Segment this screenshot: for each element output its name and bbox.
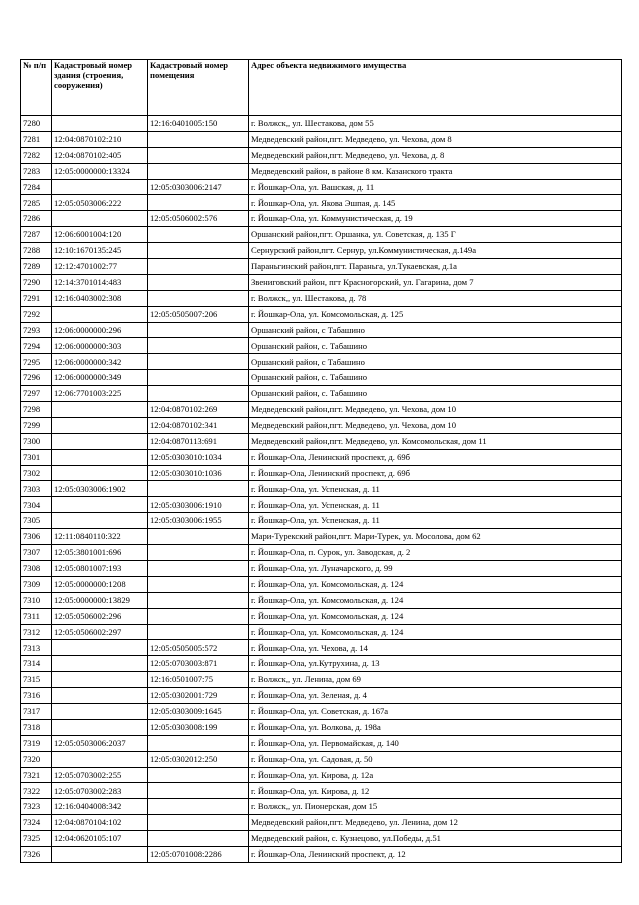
cell-address: г. Йошкар-Ола, ул. Вашская, д. 11 <box>249 179 622 195</box>
cell-building-cadastral: 12:05:3801001:696 <box>52 545 148 561</box>
cell-num: 7288 <box>21 243 52 259</box>
cell-num: 7310 <box>21 592 52 608</box>
cell-building-cadastral <box>52 656 148 672</box>
cell-room-cadastral: 12:05:0302012:250 <box>148 751 249 767</box>
cell-room-cadastral: 12:04:0870102:341 <box>148 417 249 433</box>
cell-building-cadastral: 12:05:0000000:1208 <box>52 576 148 592</box>
cell-building-cadastral <box>52 751 148 767</box>
cell-address: г. Йошкар-Ола, ул. Комсомольская, д. 125 <box>249 306 622 322</box>
header-building-cadastral: Кадастровый номер здания (строения, сооружения) <box>52 60 148 116</box>
cell-building-cadastral <box>52 513 148 529</box>
cell-address: г. Волжск,, ул. Шестакова, д. 78 <box>249 290 622 306</box>
table-row <box>21 417 622 433</box>
cell-room-cadastral: 12:04:0870113:691 <box>148 433 249 449</box>
cell-address: Мари-Турекский район,пгт. Мари-Турек, ул. Мосолова, дом 62 <box>249 529 622 545</box>
cell-room-cadastral: 12:05:0505007:206 <box>148 306 249 322</box>
cell-address: г. Йошкар-Ола, ул. Успенская, д. 11 <box>249 513 622 529</box>
cell-building-cadastral <box>52 433 148 449</box>
cell-num: 7294 <box>21 338 52 354</box>
cell-address: г. Йошкар-Ола, ул. Якова Эшпая, д. 145 <box>249 195 622 211</box>
cell-room-cadastral <box>148 243 249 259</box>
table-row <box>21 719 622 735</box>
cell-room-cadastral <box>148 274 249 290</box>
cell-room-cadastral <box>148 354 249 370</box>
cell-building-cadastral: 12:06:0000000:349 <box>52 370 148 386</box>
cell-room-cadastral <box>148 783 249 799</box>
cell-building-cadastral <box>52 179 148 195</box>
cell-num: 7292 <box>21 306 52 322</box>
cell-building-cadastral <box>52 719 148 735</box>
cell-address: Медведевский район,пгт. Медведево, ул. Чехова, дом 8 <box>249 131 622 147</box>
cell-building-cadastral: 12:04:0620105:107 <box>52 831 148 847</box>
cell-num: 7323 <box>21 799 52 815</box>
cell-address: г. Йошкар-Ола, ул. Комсомольская, д. 124 <box>249 608 622 624</box>
table-header <box>21 60 622 116</box>
table-row <box>21 481 622 497</box>
cell-building-cadastral: 12:05:0506002:296 <box>52 608 148 624</box>
cell-num: 7309 <box>21 576 52 592</box>
cell-address: Оршанский район, с. Табашино <box>249 338 622 354</box>
cell-building-cadastral: 12:12:4701002:77 <box>52 259 148 275</box>
cell-address: г. Волжск,, ул. Ленина, дом 69 <box>249 672 622 688</box>
cell-address: Оршанский район, с Табашино <box>249 322 622 338</box>
cell-building-cadastral <box>52 465 148 481</box>
cell-room-cadastral: 12:05:0505005:572 <box>148 640 249 656</box>
cell-num: 7308 <box>21 560 52 576</box>
cell-address: г. Йошкар-Ола, Ленинский проспект, д. 12 <box>249 846 622 862</box>
cell-num: 7287 <box>21 227 52 243</box>
cell-num: 7295 <box>21 354 52 370</box>
cell-room-cadastral <box>148 576 249 592</box>
cell-num: 7296 <box>21 370 52 386</box>
cell-address: г. Йошкар-Ола, ул. Комсомольская, д. 124 <box>249 624 622 640</box>
cell-address: Оршанский район, с Табашино <box>249 354 622 370</box>
table-row <box>21 163 622 179</box>
table-row <box>21 116 622 132</box>
table-row <box>21 195 622 211</box>
table-row <box>21 147 622 163</box>
property-registry-table <box>20 59 622 863</box>
cell-building-cadastral <box>52 449 148 465</box>
cell-num: 7286 <box>21 211 52 227</box>
cell-num: 7304 <box>21 497 52 513</box>
cell-num: 7306 <box>21 529 52 545</box>
cell-address: Оршанский район, с. Табашино <box>249 386 622 402</box>
cell-building-cadastral: 12:06:6001004:120 <box>52 227 148 243</box>
cell-room-cadastral <box>148 735 249 751</box>
cell-address: г. Йошкар-Ола, ул. Садовая, д. 50 <box>249 751 622 767</box>
cell-address: Медведевский район,пгт. Медведево, ул. Чехова, дом 10 <box>249 417 622 433</box>
cell-room-cadastral <box>148 338 249 354</box>
cell-address: г. Йошкар-Ола, ул. Зеленая, д. 4 <box>249 688 622 704</box>
cell-room-cadastral: 12:05:0303008:199 <box>148 719 249 735</box>
cell-address: г. Йошкар-Ола, ул. Чехова, д. 14 <box>249 640 622 656</box>
cell-num: 7326 <box>21 846 52 862</box>
cell-address: г. Волжск,, ул. Шестакова, дом 55 <box>249 116 622 132</box>
table-row <box>21 338 622 354</box>
cell-room-cadastral: 12:05:0506002:576 <box>148 211 249 227</box>
cell-num: 7291 <box>21 290 52 306</box>
cell-building-cadastral: 12:05:0303006:1902 <box>52 481 148 497</box>
cell-room-cadastral <box>148 195 249 211</box>
cell-room-cadastral: 12:05:0303006:2147 <box>148 179 249 195</box>
cell-building-cadastral <box>52 417 148 433</box>
cell-address: г. Йошкар-Ола, ул. Кирова, д. 12 <box>249 783 622 799</box>
table-row <box>21 672 622 688</box>
cell-building-cadastral <box>52 672 148 688</box>
cell-room-cadastral <box>148 831 249 847</box>
cell-room-cadastral <box>148 529 249 545</box>
cell-address: г. Йошкар-Ола, Ленинский проспект, д. 69б <box>249 465 622 481</box>
cell-num: 7318 <box>21 719 52 735</box>
table-row <box>21 576 622 592</box>
cell-building-cadastral: 12:06:7701003:225 <box>52 386 148 402</box>
cell-building-cadastral: 12:04:0870102:210 <box>52 131 148 147</box>
table-row <box>21 433 622 449</box>
table-row <box>21 306 622 322</box>
cell-num: 7284 <box>21 179 52 195</box>
cell-address: г. Йошкар-Ола, ул. Комсомольская, д. 124 <box>249 592 622 608</box>
cell-building-cadastral: 12:11:0840110:322 <box>52 529 148 545</box>
cell-address: г. Йошкар-Ола, ул. Советская, д. 167а <box>249 703 622 719</box>
cell-address: Звениговский район, пгт Красногорский, ул. Гагарина, дом 7 <box>249 274 622 290</box>
cell-room-cadastral: 12:05:0303009:1645 <box>148 703 249 719</box>
cell-num: 7289 <box>21 259 52 275</box>
cell-address: Медведевский район,пгт. Медведево, ул. Комсомольская, дом 11 <box>249 433 622 449</box>
cell-building-cadastral: 12:05:0506002:297 <box>52 624 148 640</box>
cell-address: Параньгинский район,пгт. Параньга, ул.Тукаевская, д.1а <box>249 259 622 275</box>
table-row <box>21 322 622 338</box>
cell-num: 7311 <box>21 608 52 624</box>
document-page <box>20 59 621 863</box>
cell-building-cadastral: 12:06:0000000:303 <box>52 338 148 354</box>
table-row <box>21 354 622 370</box>
cell-address: Медведевский район,пгт. Медведево, ул. Чехова, дом 10 <box>249 402 622 418</box>
table-row <box>21 449 622 465</box>
cell-address: Медведевский район,пгт. Медведево, ул. Чехова, д. 8 <box>249 147 622 163</box>
table-row <box>21 624 622 640</box>
table-row <box>21 831 622 847</box>
cell-num: 7298 <box>21 402 52 418</box>
cell-building-cadastral <box>52 703 148 719</box>
cell-room-cadastral <box>148 481 249 497</box>
cell-room-cadastral: 12:05:0701008:2286 <box>148 846 249 862</box>
cell-address: Медведевский район, с. Кузнецово, ул.Победы, д.51 <box>249 831 622 847</box>
table-row <box>21 131 622 147</box>
cell-building-cadastral <box>52 211 148 227</box>
cell-num: 7313 <box>21 640 52 656</box>
cell-building-cadastral <box>52 116 148 132</box>
cell-room-cadastral <box>148 799 249 815</box>
cell-building-cadastral: 12:10:1670135:245 <box>52 243 148 259</box>
cell-room-cadastral: 12:05:0303006:1910 <box>148 497 249 513</box>
cell-room-cadastral: 12:05:0303006:1955 <box>148 513 249 529</box>
cell-address: г. Йошкар-Ола, ул. Первомайская, д. 140 <box>249 735 622 751</box>
table-body <box>21 116 622 863</box>
cell-num: 7281 <box>21 131 52 147</box>
table-row <box>21 290 622 306</box>
cell-room-cadastral: 12:05:0703003:871 <box>148 656 249 672</box>
cell-room-cadastral: 12:16:0401005:150 <box>148 116 249 132</box>
table-row <box>21 402 622 418</box>
cell-address: Медведевский район,пгт. Медведево, ул. Ленина, дом 12 <box>249 815 622 831</box>
cell-room-cadastral: 12:04:0870102:269 <box>148 402 249 418</box>
cell-num: 7299 <box>21 417 52 433</box>
cell-building-cadastral <box>52 497 148 513</box>
cell-num: 7283 <box>21 163 52 179</box>
cell-address: г. Йошкар-Ола, Ленинский проспект, д. 69б <box>249 449 622 465</box>
cell-num: 7282 <box>21 147 52 163</box>
cell-building-cadastral: 12:06:0000000:342 <box>52 354 148 370</box>
cell-num: 7324 <box>21 815 52 831</box>
table-row <box>21 799 622 815</box>
cell-address: Медведевский район, в районе 8 км. Казанского тракта <box>249 163 622 179</box>
table-row <box>21 640 622 656</box>
cell-room-cadastral <box>148 815 249 831</box>
cell-num: 7325 <box>21 831 52 847</box>
table-row <box>21 815 622 831</box>
cell-address: г. Йошкар-Ола, ул. Волкова, д. 198а <box>249 719 622 735</box>
cell-building-cadastral: 12:05:0801007:193 <box>52 560 148 576</box>
cell-building-cadastral <box>52 402 148 418</box>
cell-address: г. Йошкар-Ола, ул. Коммунистическая, д. 19 <box>249 211 622 227</box>
cell-room-cadastral <box>148 259 249 275</box>
table-row <box>21 846 622 862</box>
table-row <box>21 608 622 624</box>
table-row <box>21 688 622 704</box>
cell-num: 7317 <box>21 703 52 719</box>
table-row <box>21 783 622 799</box>
cell-num: 7321 <box>21 767 52 783</box>
cell-building-cadastral: 12:04:0870104:102 <box>52 815 148 831</box>
cell-building-cadastral: 12:16:0403002:308 <box>52 290 148 306</box>
cell-address: г. Йошкар-Ола, ул. Кирова, д. 12а <box>249 767 622 783</box>
table-row <box>21 243 622 259</box>
cell-room-cadastral <box>148 767 249 783</box>
table-row <box>21 274 622 290</box>
cell-building-cadastral: 12:06:0000000:296 <box>52 322 148 338</box>
cell-num: 7290 <box>21 274 52 290</box>
cell-building-cadastral: 12:14:3701014:483 <box>52 274 148 290</box>
table-row <box>21 656 622 672</box>
cell-num: 7312 <box>21 624 52 640</box>
table-row <box>21 227 622 243</box>
table-row <box>21 211 622 227</box>
cell-address: г. Йошкар-Ола, ул. Успенская, д. 11 <box>249 481 622 497</box>
cell-room-cadastral: 12:16:0501007:75 <box>148 672 249 688</box>
table-row <box>21 386 622 402</box>
cell-address: г. Йошкар-Ола, ул.Кутрухина, д. 13 <box>249 656 622 672</box>
cell-num: 7315 <box>21 672 52 688</box>
cell-building-cadastral: 12:05:0000000:13324 <box>52 163 148 179</box>
cell-address: г. Йошкар-Ола, ул. Луначарского, д. 99 <box>249 560 622 576</box>
cell-building-cadastral: 12:05:0000000:13829 <box>52 592 148 608</box>
cell-num: 7280 <box>21 116 52 132</box>
header-row <box>21 60 622 116</box>
cell-num: 7300 <box>21 433 52 449</box>
cell-building-cadastral <box>52 688 148 704</box>
cell-num: 7303 <box>21 481 52 497</box>
cell-num: 7297 <box>21 386 52 402</box>
cell-room-cadastral <box>148 370 249 386</box>
cell-room-cadastral <box>148 608 249 624</box>
cell-room-cadastral <box>148 290 249 306</box>
table-row <box>21 497 622 513</box>
cell-num: 7319 <box>21 735 52 751</box>
cell-address: г. Йошкар-Ола, ул. Успенская, д. 11 <box>249 497 622 513</box>
cell-building-cadastral <box>52 306 148 322</box>
table-row <box>21 513 622 529</box>
table-row <box>21 370 622 386</box>
cell-address: Сернурский район,пгт. Сернур, ул.Коммунистическая, д.149а <box>249 243 622 259</box>
table-row <box>21 179 622 195</box>
cell-room-cadastral <box>148 322 249 338</box>
cell-num: 7314 <box>21 656 52 672</box>
table-row <box>21 545 622 561</box>
cell-room-cadastral <box>148 386 249 402</box>
header-room-cadastral: Кадастровый номер помещения <box>148 60 249 116</box>
table-row <box>21 735 622 751</box>
table-row <box>21 767 622 783</box>
table-row <box>21 560 622 576</box>
cell-building-cadastral: 12:04:0870102:405 <box>52 147 148 163</box>
cell-building-cadastral <box>52 640 148 656</box>
cell-room-cadastral <box>148 545 249 561</box>
cell-room-cadastral <box>148 624 249 640</box>
cell-building-cadastral: 12:05:0503006:222 <box>52 195 148 211</box>
cell-room-cadastral <box>148 560 249 576</box>
cell-building-cadastral: 12:05:0703002:255 <box>52 767 148 783</box>
cell-room-cadastral <box>148 227 249 243</box>
cell-room-cadastral: 12:05:0303010:1034 <box>148 449 249 465</box>
cell-num: 7320 <box>21 751 52 767</box>
cell-address: г. Волжск,, ул. Пионерская, дом 15 <box>249 799 622 815</box>
cell-building-cadastral: 12:05:0703002:283 <box>52 783 148 799</box>
cell-address: Оршанский район, с. Табашино <box>249 370 622 386</box>
header-num: № п/п <box>21 60 52 116</box>
table-row <box>21 751 622 767</box>
cell-building-cadastral: 12:16:0404008:342 <box>52 799 148 815</box>
cell-num: 7293 <box>21 322 52 338</box>
cell-num: 7307 <box>21 545 52 561</box>
table-row <box>21 259 622 275</box>
table-row <box>21 592 622 608</box>
cell-building-cadastral <box>52 846 148 862</box>
cell-num: 7302 <box>21 465 52 481</box>
cell-num: 7301 <box>21 449 52 465</box>
cell-num: 7305 <box>21 513 52 529</box>
table-row <box>21 529 622 545</box>
cell-building-cadastral: 12:05:0503006:2037 <box>52 735 148 751</box>
table-row <box>21 465 622 481</box>
cell-address: г. Йошкар-Ола, п. Сурок, ул. Заводская, д. 2 <box>249 545 622 561</box>
header-address: Адрес объекта недвижимого имущества <box>249 60 622 116</box>
cell-room-cadastral <box>148 592 249 608</box>
cell-room-cadastral: 12:05:0303010:1036 <box>148 465 249 481</box>
cell-num: 7316 <box>21 688 52 704</box>
cell-address: г. Йошкар-Ола, ул. Комсомольская, д. 124 <box>249 576 622 592</box>
cell-address: Оршанский район,пгт. Оршанка, ул. Советская, д. 135 Г <box>249 227 622 243</box>
cell-num: 7322 <box>21 783 52 799</box>
cell-num: 7285 <box>21 195 52 211</box>
cell-room-cadastral: 12:05:0302001:729 <box>148 688 249 704</box>
cell-room-cadastral <box>148 131 249 147</box>
cell-room-cadastral <box>148 163 249 179</box>
table-row <box>21 703 622 719</box>
cell-room-cadastral <box>148 147 249 163</box>
